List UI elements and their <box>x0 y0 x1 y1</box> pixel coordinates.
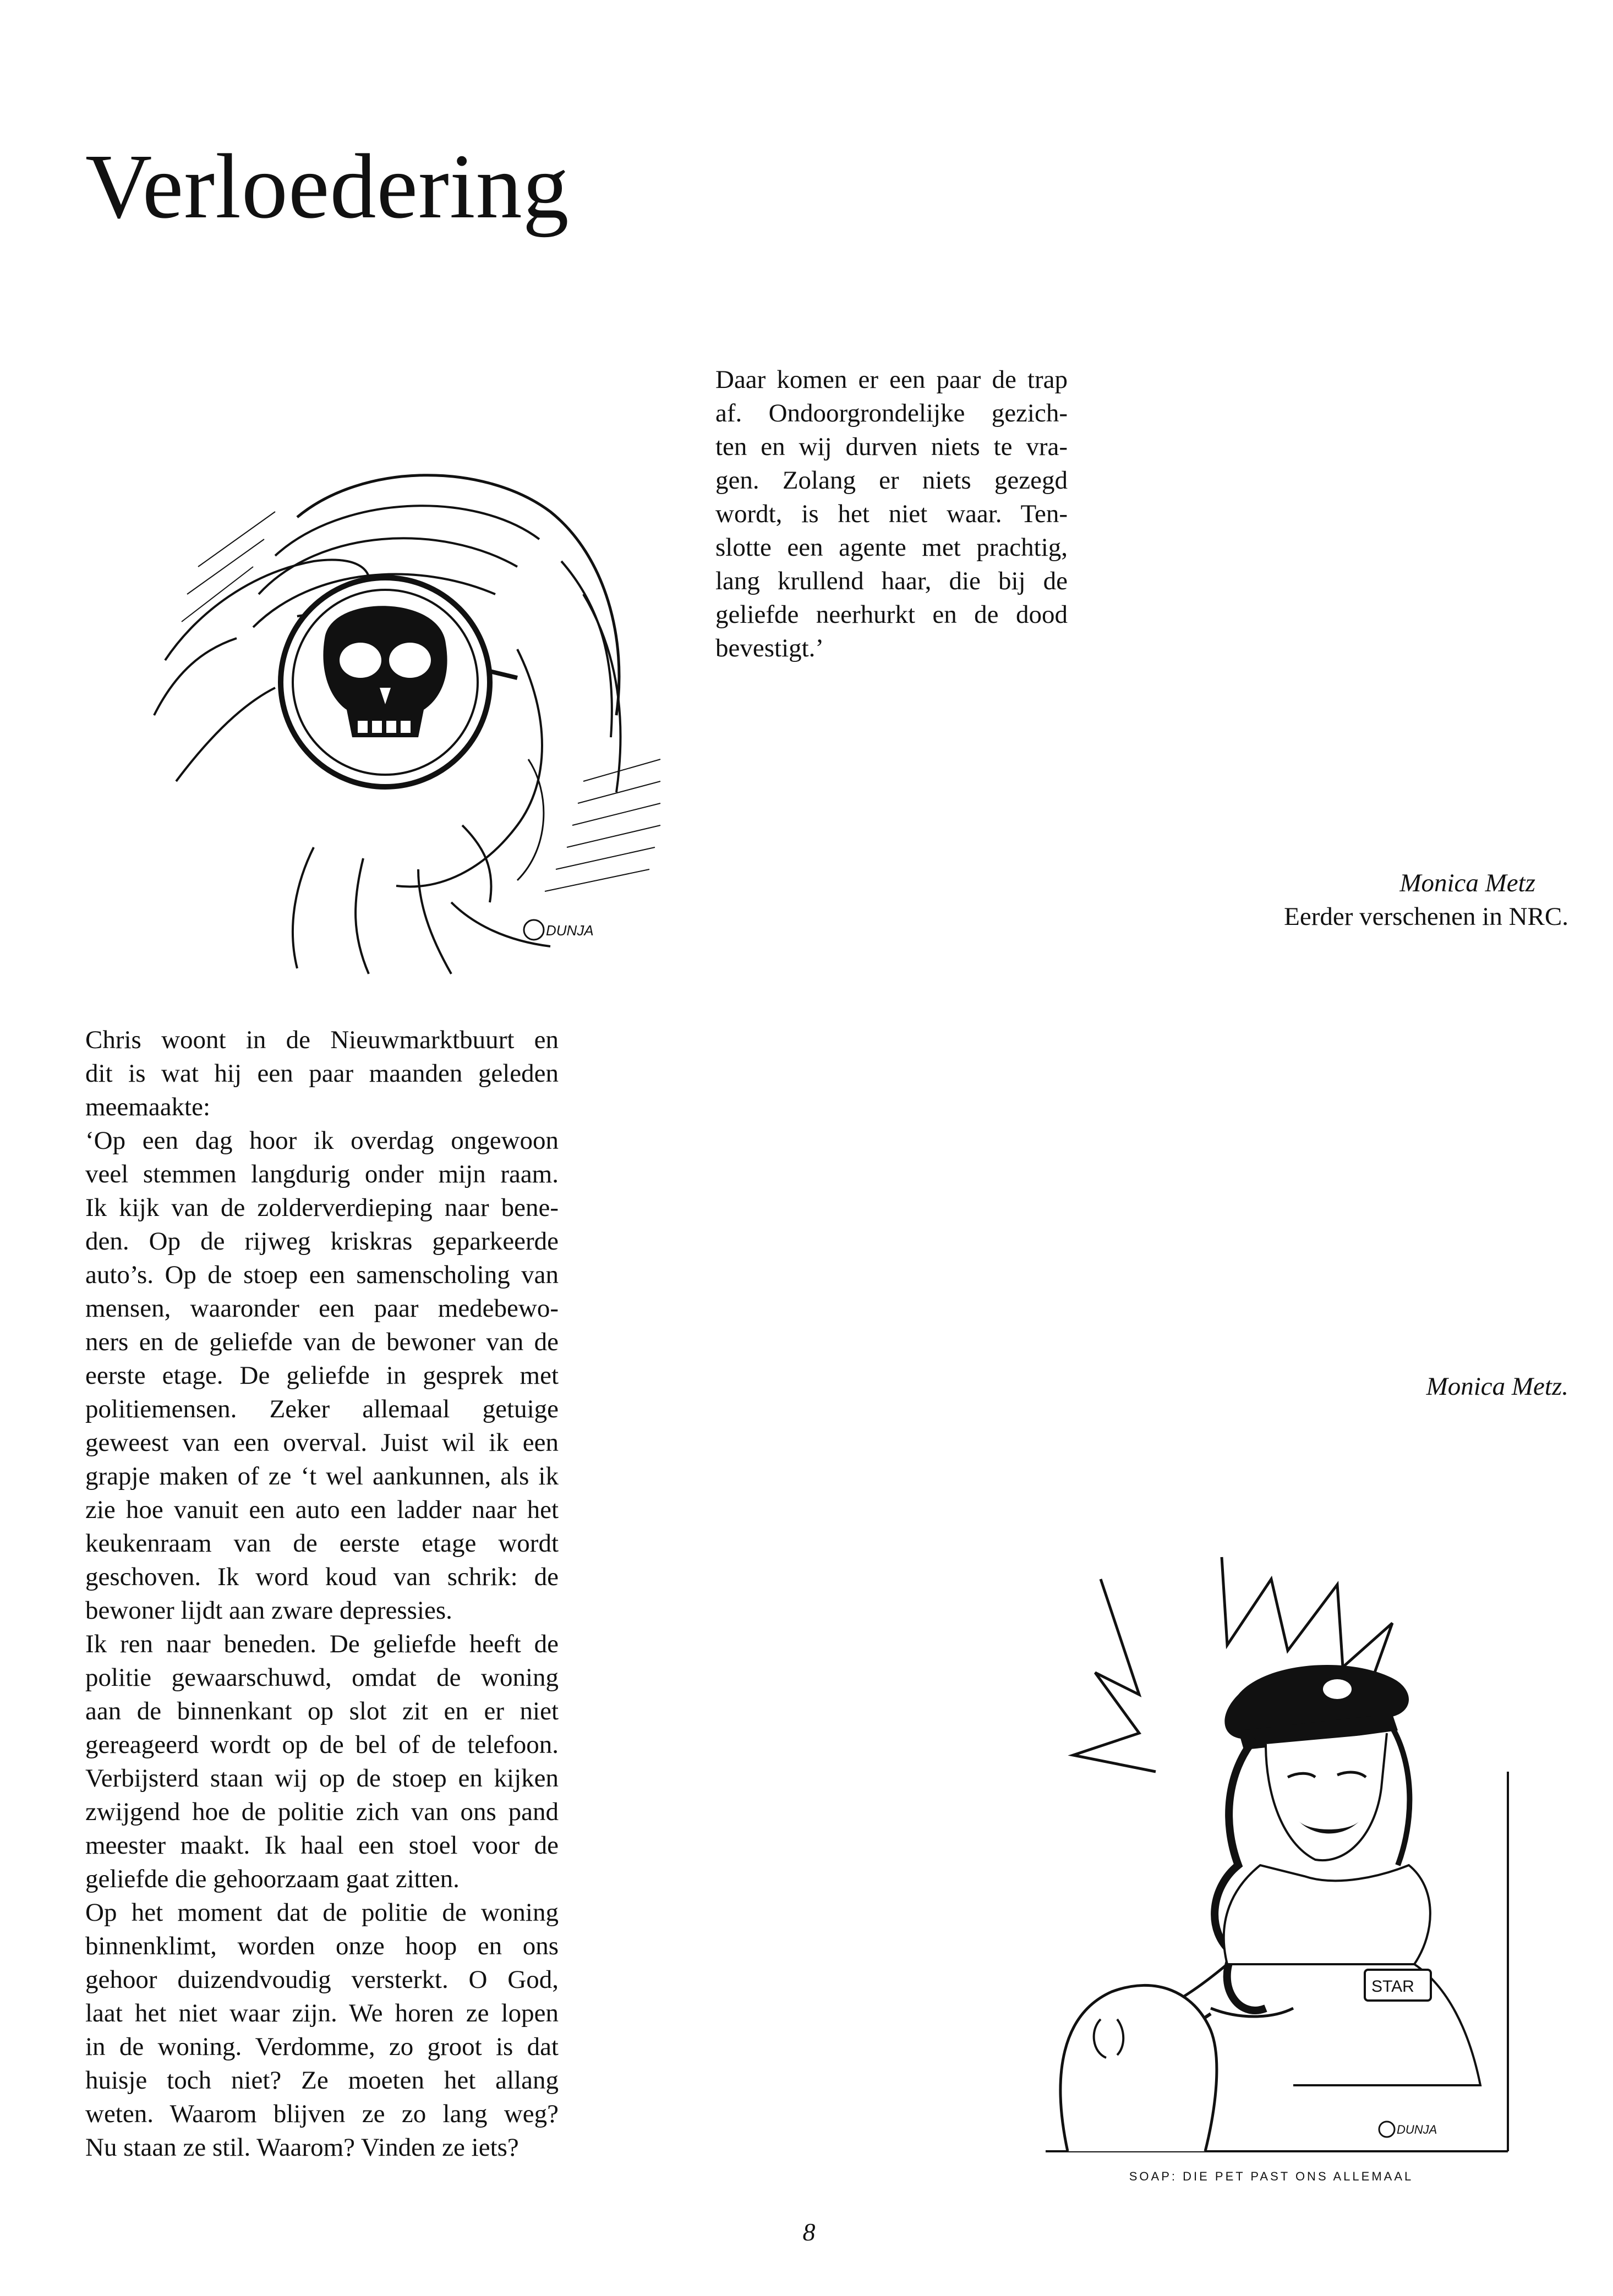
artist-signature-bottom <box>1379 2122 1437 2137</box>
article-column-2-top <box>715 363 1068 665</box>
text-line: politiemensen. Zeker allemaal getuige <box>85 1395 559 1423</box>
text-line: zie hoe vanuit een auto een ladder naar het <box>85 1495 559 1524</box>
text-line: geschoven. Ik word koud van schrik: de <box>85 1563 559 1591</box>
star-badge-text: STAR <box>1371 1977 1414 1996</box>
text-line: zwijgend hoe de politie zich van ons pand <box>85 1798 559 1826</box>
text-line: geliefde die gehoorzaam gaat zitten. <box>85 1865 460 1893</box>
text-line: huisje toch niet? Ze moeten het allang <box>85 2066 559 2095</box>
text-line: Verbijsterd staan wij op de stoep en kijken <box>85 1764 559 1793</box>
illustration-caption: SOAP: DIE PET PAST ONS ALLEMAAL <box>1129 2169 1414 2183</box>
text-line: wordt, is het niet waar. Ten- <box>715 500 1068 528</box>
text-line: meester maakt. Ik haal een stoel voor de <box>85 1831 559 1860</box>
text-line: gehoor duizendvoudig versterkt. O God, <box>85 1965 559 1994</box>
article-title: Verloedering <box>85 135 570 238</box>
text-line: politie gewaarschuwd, omdat de woning <box>85 1663 559 1692</box>
text-line: lang krullend haar, die bij de <box>715 567 1068 595</box>
text-line: den. Op de rijweg kriskras geparkeerde <box>85 1227 559 1256</box>
text-line: ners en de geliefde van de bewoner van de <box>85 1328 559 1356</box>
author-signature: Monica Metz <box>1399 869 1535 897</box>
svg-text:DUNJA: DUNJA <box>1397 2123 1437 2136</box>
text-line: bewoner lijdt aan zware depressies. <box>85 1596 452 1625</box>
police-woman-illustration <box>1029 1535 1524 2162</box>
author-signature-2: Monica Metz. <box>1426 1372 1568 1401</box>
text-line: geliefde neerhurkt en de dood <box>715 600 1068 629</box>
magnifier-skull-illustration <box>132 429 677 979</box>
text-line: keukenraam van de eerste etage wordt <box>85 1529 559 1558</box>
text-line: ‘Op een dag hoor ik overdag ongewoon <box>85 1126 559 1155</box>
text-line: in de woning. Verdomme, zo groot is dat <box>85 2032 559 2061</box>
text-line: af. Ondoorgrondelijke gezich- <box>715 399 1068 428</box>
page-number: 8 <box>802 2218 816 2246</box>
artist-signature-top <box>524 920 594 940</box>
text-line: gereageerd wordt op de bel of de telefoon. <box>85 1730 559 1759</box>
text-line: Daar komen er een paar de trap <box>715 365 1068 394</box>
text-line: aan de binnenkant op slot zit en er niet <box>85 1697 559 1725</box>
svg-text:DUNJA: DUNJA <box>546 922 594 939</box>
text-line: gen. Zolang er niets gezegd <box>715 466 1068 495</box>
text-line: bevestigt.’ <box>715 634 824 662</box>
text-line: Chris woont in de Nieuwmarktbuurt en <box>85 1026 559 1054</box>
source-note: Eerder verschenen in NRC. <box>1284 902 1568 931</box>
text-line: grapje maken of ze ‘t wel aankunnen, als ik <box>85 1462 559 1491</box>
text-line: Op het moment dat de politie de woning <box>85 1898 559 1927</box>
text-line: eerste etage. De geliefde in gesprek met <box>85 1361 559 1390</box>
text-line: meemaakte: <box>85 1093 211 1121</box>
text-line: Ik kijk van de zolderverdieping naar bene- <box>85 1193 559 1222</box>
text-line: auto’s. Op de stoep een samenscholing van <box>85 1261 559 1289</box>
text-line: ten en wij durven niets te vra- <box>715 432 1068 461</box>
text-line: mensen, waaronder een paar medebewo- <box>85 1294 559 1323</box>
text-line: dit is wat hij een paar maanden geleden <box>85 1059 559 1088</box>
text-line: slotte een agente met prachtig, <box>715 533 1068 562</box>
text-line: Nu staan ze stil. Waarom? Vinden ze iets? <box>85 2133 519 2162</box>
text-line: veel stemmen langdurig onder mijn raam. <box>85 1160 559 1188</box>
article-column-1 <box>85 1023 559 2165</box>
text-line: Ik ren naar beneden. De geliefde heeft de <box>85 1630 559 1658</box>
text-line: geweest van een overval. Juist wil ik een <box>85 1428 559 1457</box>
text-line: weten. Waarom blijven ze zo lang weg? <box>85 2100 559 2128</box>
text-line: laat het niet waar zijn. We horen ze lopen <box>85 1999 559 2028</box>
text-line: binnenklimt, worden onze hoop en ons <box>85 1932 559 1960</box>
